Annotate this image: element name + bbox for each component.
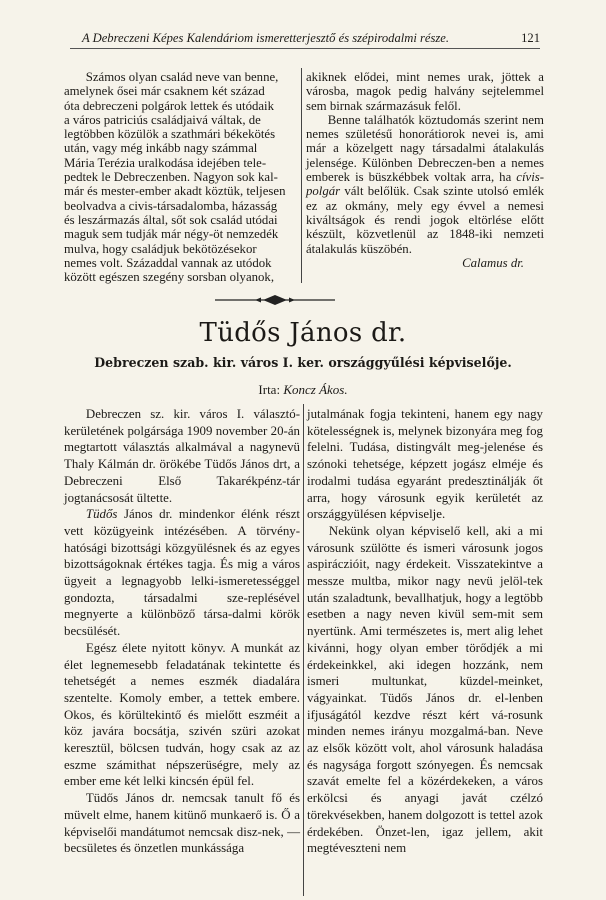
line: legtöbben közülök a szathmári békekötés [64, 127, 276, 142]
running-header [70, 30, 540, 49]
line: a város patriciús családjaivá váltak, de [64, 112, 261, 127]
line: óta debreczeni polgárok lettek és utódaik [64, 98, 274, 113]
line: maguk sem tudják már négy-öt nemzedék [64, 227, 279, 242]
paragraph: Nekünk olyan képviselő kell, aki a mi városunk szülötte és ismeri városunk jogos aspiráczióit, nagy érdekeit. Visszatekintve a messze multba, mikor nagy nevü jelöl-tek után szaladtunk, bevallhatjuk, hogy a legtöbb esetben a nagy neven kivül sem-mit sem nyertünk. Ami természetes is, mert alig lehet kivánni, hogy olyan ember törődjék a mi érdekeinkkel, aki idegen hozzánk, nem ismeri multunkat, küzdel-meinket, vágyainkat. Tüdős János dr. el-lenben ifjuságától kezdve részt kért vá-rosunk minden nemes irányu mozgalmá-ban. Neve az elsők között volt, ahol városunk haladása és nagysága forgott szónyegen. És nemcsak szavát emelte fel a közérdekeken, a város erkölcsi és anyagi javát czélzó törekvésekben, hanem dolgozott is tettel azok érdekében. Önzet-len, igaz jellem, akit megtéveszteni nem [307, 523, 543, 856]
column-divider [301, 68, 302, 283]
line: és leszármazás által, sőt sok család utódai [64, 212, 278, 227]
line: Számos olyan család neve van benne, [85, 70, 279, 84]
column-divider [303, 404, 304, 896]
line: között egészen szegény sorsban olyanok, [64, 270, 275, 285]
paragraph: Debreczen sz. kir. város I. választó-kerületének polgársága 1909 november 20-án megtartott választás alkalmával a nagynevü Thaly Kálmán dr. örökébe Tüdős János drt, a Debreczeni Első Takarékpénz-tár jogtanácsosát ültette. [64, 407, 300, 505]
line: beolvadva a civis-társadalomba, házasság [64, 198, 278, 213]
line: Mária Terézia uralkodása idejében tele- [64, 155, 267, 170]
running-title: A Debreczeni Képes Kalendáriom ismeretterjesztő és szépirodalmi része. [82, 31, 450, 45]
line: mulva, hogy családjuk bekötözésekor [64, 241, 257, 256]
article-subtitle: Debreczen szab. kir. város I. ker. országgyűlési képviselője. [94, 355, 512, 370]
paragraph: akiknek elődei, mint nemes urak, jöttek a városba, magok pedig halvány sejtelemmel sem birnak származásuk felől. [306, 70, 544, 113]
line: után, vagy még inkább nagy számmal [64, 141, 258, 156]
top-left-column [64, 70, 298, 284]
page-number: 121 [521, 31, 540, 45]
paragraph: jutalmának fogja tekinteni, hanem egy nagy kötelességnek is, melynek bizonyára meg fog felelni. Tudása, distingvált meg-jelenése és szónoki tehetsége, képzett jogász elméje és irodalmi tudása egyaránt predesztinálják őt arra, hogy városunk egyik kerületét az országgyülésen képviselje. [307, 407, 543, 522]
ornament-rule [215, 294, 335, 306]
byline: Irta: Koncz Ákos. [258, 382, 348, 397]
paragraph: Egész élete nyitott könyv. A munkát az élet legnemesebb feladatának tekintette és tehetségét a nemes eszmék diadalára szentelte. Komoly ember, a tettek embere. Okos, és körültekintő és mielőtt eszméit a köz javára bocsátja, szivén szüri azokat keresztül, bölcsen tudván, hogy csak az az eszme számithat népszerüségre, mely az ember eme két lelki kincsén épül fel. [64, 640, 300, 789]
bottom-left-column [64, 406, 300, 857]
line: pedtek le Debreczenben. Nagyon sok kal- [64, 170, 278, 185]
paragraph: Tüdős János dr. mindenkor élénk részt vett közügyeink intézésében. A törvény-hatósági bizottsági közgyülésnek és az egyes bizottságoknak értékes tagja. És mig a város ügyeit a legnagyobb lelki-ismeretességgel gondozta, társadalmi sze-replésével megnyerte a különböző társa-dalmi körök becsülését. [64, 507, 300, 639]
bottom-right-column [307, 406, 543, 857]
line: már és mester-ember akadt köztük, teljesen [64, 184, 286, 199]
article-title: Tüdős János dr. [199, 318, 407, 348]
line: amelynek ősei már csaknem két század [64, 84, 265, 99]
top-right-column [306, 70, 544, 270]
signature: Calamus dr. [462, 255, 524, 270]
author: Koncz Ákos. [283, 382, 348, 397]
paragraph: Benne találhatók köztudomás szerint nem nemes születésű honorátiorok nevei is, ami már a közelgett nagy társadalmi átalakulás jelensége. Különben Debreczen-ben a nemes emberek is büszkébbek voltak arra, ha cívis-polgár vált belőlük. Csak szinte utolsó emlék ez az okmány, mely egy évvel a nemesi kiváltságok és rendi jogok eltörlése előtt készült, közvetlenül az 1848-iki nemzeti átalakulás küszöbén. [306, 112, 544, 256]
paragraph: Tüdős János dr. nemcsak tanult fő és müvelt elme, hanem kitünő munkaerő is. Ő a képviselői mandátumot nemcsak disz-nek, — becsületes és önzetlen munkássága [64, 791, 300, 856]
line: nemes volt. Századdal vannak az utódok [64, 255, 272, 270]
